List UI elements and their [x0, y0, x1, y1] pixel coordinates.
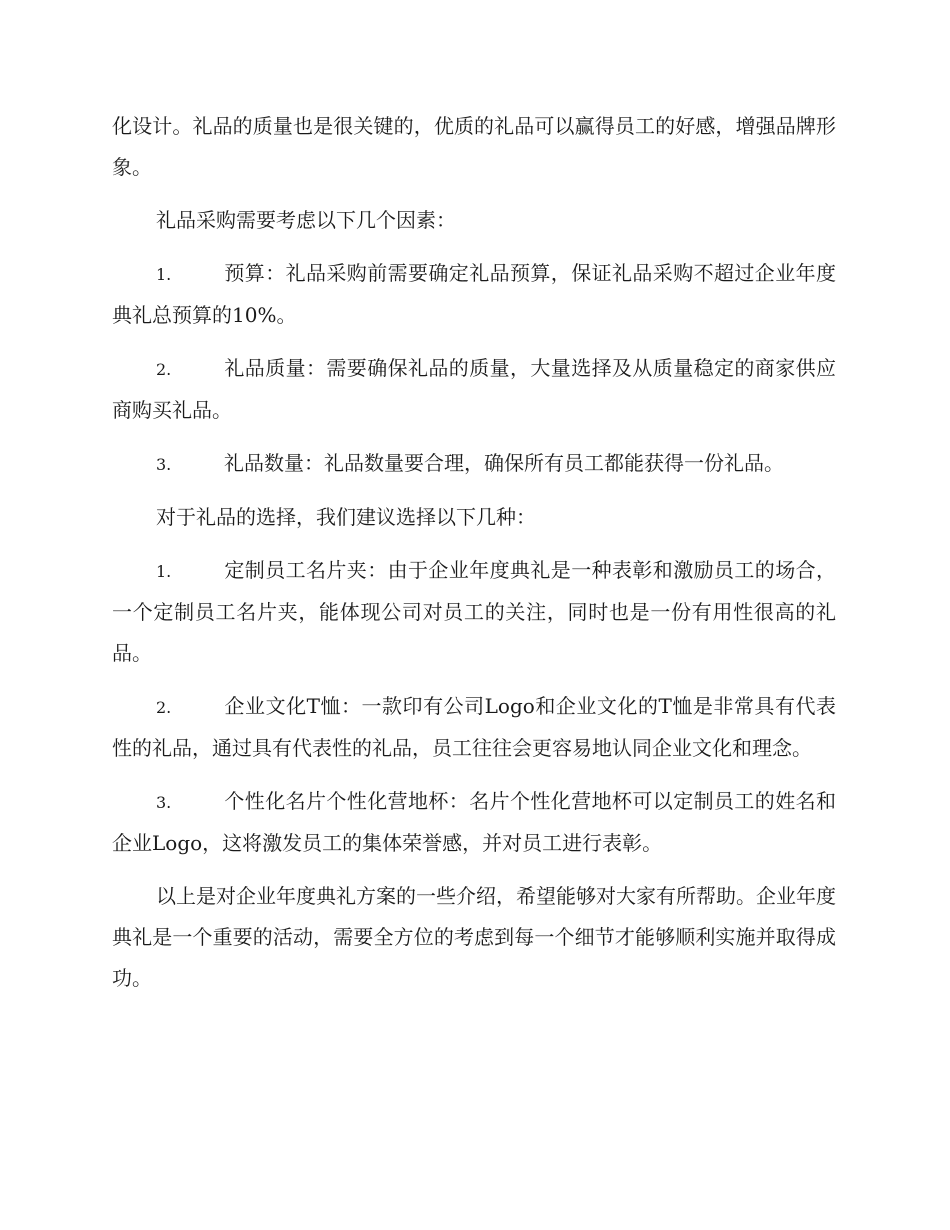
intro-continuation-paragraph: 化设计。礼品的质量也是很关键的，优质的礼品可以赢得员工的好感，增强品牌形象。 [112, 114, 836, 179]
choice-item-2 [112, 686, 836, 769]
list-number: 3. [156, 793, 172, 812]
list-number: 3. [156, 455, 172, 474]
choices-heading: 对于礼品的选择，我们建议选择以下几种： [156, 505, 536, 529]
choice-item-1 [112, 550, 836, 674]
factor-item-1 [112, 253, 836, 336]
list-number: 2. [156, 360, 172, 379]
factors-heading: 礼品采购需要考虑以下几个因素： [156, 208, 456, 232]
list-item-text: 礼品数量：礼品数量要合理，确保所有员工都能获得一份礼品。 [224, 451, 784, 475]
conclusion-paragraph: 以上是对企业年度典礼方案的一些介绍，希望能够对大家有所帮助。企业年度典礼是一个重要的活动，需要全方位的考虑到每一个细节才能够顺利实施并取得成功。 [112, 884, 836, 990]
list-number: 2. [156, 698, 172, 717]
list-number: 1. [156, 562, 172, 581]
list-item-text: 个性化名片个性化营地杯：名片个性化营地杯可以定制员工的姓名和企业Logo，这将激发员工的集体荣誉感，并对员工进行表彰。 [112, 789, 836, 855]
choice-item-3 [112, 781, 836, 864]
list-item-text: 定制员工名片夹：由于企业年度典礼是一种表彰和激励员工的场合，一个定制员工名片夹，能体现公司对员工的关注，同时也是一份有用性很高的礼品。 [112, 558, 836, 665]
factor-item-3 [112, 443, 836, 485]
list-item-text: 企业文化T恤：一款印有公司Logo和企业文化的T恤是非常具有代表性的礼品，通过具有代表性的礼品，员工往往会更容易地认同企业文化和理念。 [112, 694, 836, 760]
list-number: 1. [156, 265, 172, 284]
document-page [112, 106, 836, 1011]
factor-item-2 [112, 348, 836, 431]
list-item-text: 礼品质量：需要确保礼品的质量，大量选择及从质量稳定的商家供应商购买礼品。 [112, 356, 836, 422]
list-item-text: 预算：礼品采购前需要确定礼品预算，保证礼品采购不超过企业年度典礼总预算的10%。 [112, 261, 836, 327]
